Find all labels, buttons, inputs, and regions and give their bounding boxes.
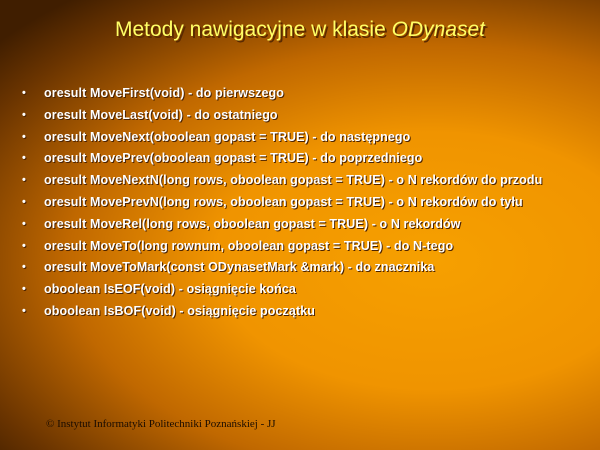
list-item xyxy=(22,130,582,145)
list-item xyxy=(22,195,582,210)
bullet-icon: • xyxy=(22,174,26,187)
list-item xyxy=(22,239,582,254)
bullet-icon: • xyxy=(22,108,26,121)
list-item xyxy=(22,260,582,275)
bullet-icon: • xyxy=(22,130,26,143)
bullet-icon: • xyxy=(22,283,26,296)
list-item-text: oresult MoveTo(long rownum, oboolean gopast = TRUE) - do N-tego xyxy=(44,238,454,253)
slide-title-class-name: ODynaset xyxy=(391,18,485,41)
bullet-icon: • xyxy=(22,195,26,208)
bullet-icon: • xyxy=(22,239,26,252)
slide-title xyxy=(0,18,600,42)
list-item xyxy=(22,304,582,319)
list-item xyxy=(22,217,582,232)
list-item-text: oresult MovePrevN(long rows, oboolean gopast = TRUE) - o N rekordów do tyłu xyxy=(44,194,523,209)
list-item-text: oresult MoveNextN(long rows, oboolean gopast = TRUE) - o N rekordów do przodu xyxy=(44,173,543,188)
bullet-icon: • xyxy=(22,304,26,317)
slide-title-text: Metody nawigacyjne w klasie xyxy=(114,18,392,41)
bullet-icon: • xyxy=(22,217,26,230)
list-item-text: oresult MoveToMark(const ODynasetMark &mark) - do znacznika xyxy=(44,260,435,275)
copyright-footer: © Instytut Informatyki Politechniki Poznańskiej - JJ xyxy=(46,418,276,430)
list-item xyxy=(22,282,582,297)
list-item-text: oboolean IsBOF(void) - osiągnięcie początku xyxy=(44,303,315,318)
list-item xyxy=(22,151,582,166)
list-item-text: oboolean IsEOF(void) - osiągnięcie końca xyxy=(44,282,296,297)
list-item-text: oresult MoveRel(long rows, oboolean gopast = TRUE) - o N rekordów xyxy=(44,216,461,231)
list-item-text: oresult MoveFirst(void) - do pierwszego xyxy=(44,86,285,100)
list-item-text: oresult MoveNext(oboolean gopast = TRUE) - do następnego xyxy=(44,129,411,144)
list-item xyxy=(22,173,582,188)
list-item xyxy=(22,108,582,123)
list-item-text: oresult MoveLast(void) - do ostatniego xyxy=(44,107,278,122)
method-list xyxy=(22,86,582,326)
bullet-icon: • xyxy=(22,87,26,99)
bullet-icon: • xyxy=(22,261,26,274)
list-item xyxy=(22,86,582,101)
bullet-icon: • xyxy=(22,152,26,165)
list-item-text: oresult MovePrev(oboolean gopast = TRUE) - do poprzedniego xyxy=(44,151,423,166)
